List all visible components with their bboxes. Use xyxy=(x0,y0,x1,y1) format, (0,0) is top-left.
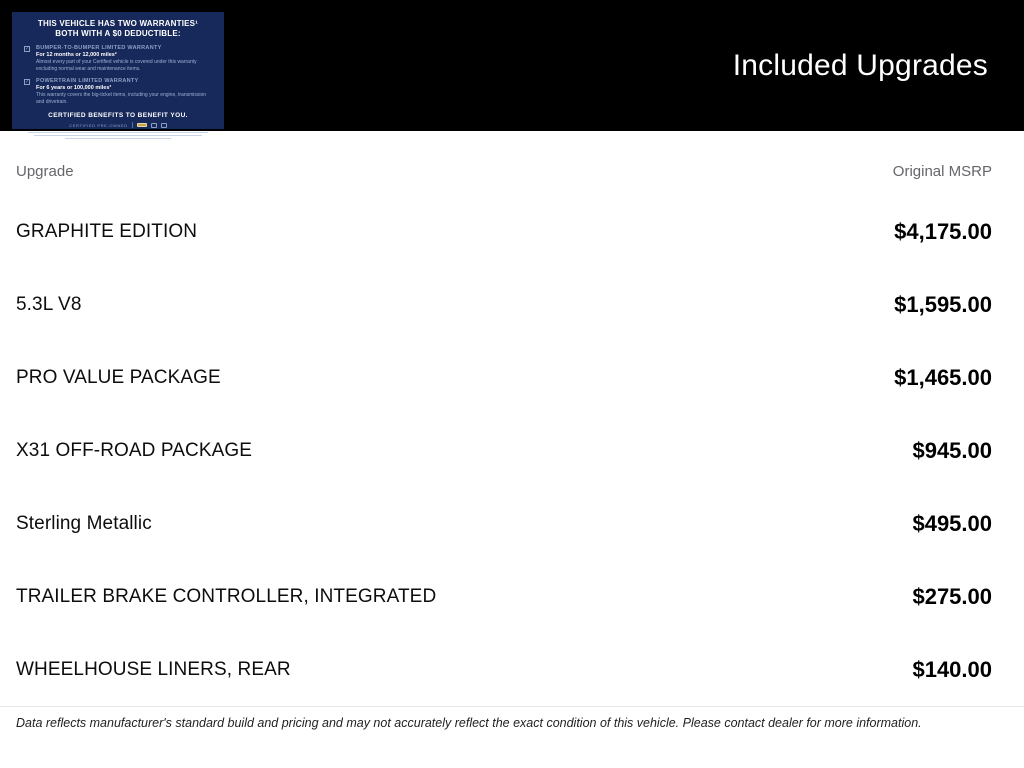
disclaimer-text: Data reflects manufacturer's standard build and pricing and may not accurately reflect the exact condition of this vehicle. Please contact dealer for more information. xyxy=(16,716,922,730)
warranty-item-bumper xyxy=(22,45,214,72)
upgrade-price: $945.00 xyxy=(912,437,992,463)
warranty-tagline: CERTIFIED BENEFITS TO BENEFIT YOU. xyxy=(48,112,188,119)
brand-logo-icon xyxy=(151,123,157,128)
upgrade-name: TRAILER BRAKE CONTROLLER, INTEGRATED xyxy=(16,585,437,607)
table-column-headers xyxy=(16,147,992,195)
warranty-fine-print-lines xyxy=(22,132,214,139)
fine-print-line xyxy=(65,138,171,139)
table-row xyxy=(16,414,992,487)
certified-brand-row xyxy=(22,122,214,128)
column-header-msrp: Original MSRP xyxy=(892,162,992,180)
upgrade-price: $4,175.00 xyxy=(894,218,992,244)
fine-print-line xyxy=(34,135,203,136)
table-row xyxy=(16,195,992,268)
warranty-item-term: For 12 months or 12,000 miles² xyxy=(36,52,117,58)
warranty-card xyxy=(12,12,224,129)
upgrade-price: $1,465.00 xyxy=(894,364,992,390)
header-bar xyxy=(0,0,1024,131)
upgrade-price: $275.00 xyxy=(912,583,992,609)
warranty-item-name: POWERTRAIN LIMITED WARRANTY xyxy=(36,78,139,84)
upgrade-name: GRAPHITE EDITION xyxy=(16,220,198,242)
warranty-item-description: Almost every part of your Certified vehicle is covered under this warranty excluding normal wear and maintenance items. xyxy=(36,59,197,72)
table-row xyxy=(16,560,992,633)
warranty-card-title xyxy=(22,19,214,39)
warranty-item-term: For 6 years or 100,000 miles³ xyxy=(36,85,112,91)
checkbox-icon: ✓ xyxy=(25,79,30,85)
column-header-upgrade: Upgrade xyxy=(16,162,74,180)
chevrolet-bowtie-icon xyxy=(137,123,147,127)
upgrade-price: $140.00 xyxy=(912,656,992,682)
upgrade-name: X31 OFF-ROAD PACKAGE xyxy=(16,439,253,461)
upgrade-price: $1,595.00 xyxy=(894,291,992,317)
upgrade-name: 5.3L V8 xyxy=(16,293,82,315)
upgrade-price: $495.00 xyxy=(912,510,992,536)
table-row xyxy=(16,487,992,560)
warranty-item-description: This warranty covers the big-ticket items, including your engine, transmission and drivetrain. xyxy=(36,92,207,105)
upgrade-name: WHEELHOUSE LINERS, REAR xyxy=(16,658,291,680)
upgrade-name: PRO VALUE PACKAGE xyxy=(16,366,221,388)
fine-print-line xyxy=(28,132,208,133)
table-row xyxy=(16,633,992,706)
brand-logo-icon xyxy=(161,123,167,128)
table-row xyxy=(16,341,992,414)
upgrades-table xyxy=(0,131,1024,706)
certified-pre-owned-label: CERTIFIED PRE-OWNED xyxy=(69,122,128,128)
warranty-title-line2: BOTH WITH A $0 DEDUCTIBLE: xyxy=(55,29,181,38)
page-title: Included Upgrades xyxy=(732,48,988,82)
table-row xyxy=(16,268,992,341)
divider xyxy=(132,122,133,128)
warranty-item-name: BUMPER-TO-BUMPER LIMITED WARRANTY xyxy=(36,45,162,51)
checkbox-icon: ✓ xyxy=(25,46,30,52)
warranty-item-powertrain xyxy=(22,78,214,105)
upgrade-name: Sterling Metallic xyxy=(16,512,152,534)
warranty-title-line1: THIS VEHICLE HAS TWO WARRANTIES¹ xyxy=(37,19,199,28)
